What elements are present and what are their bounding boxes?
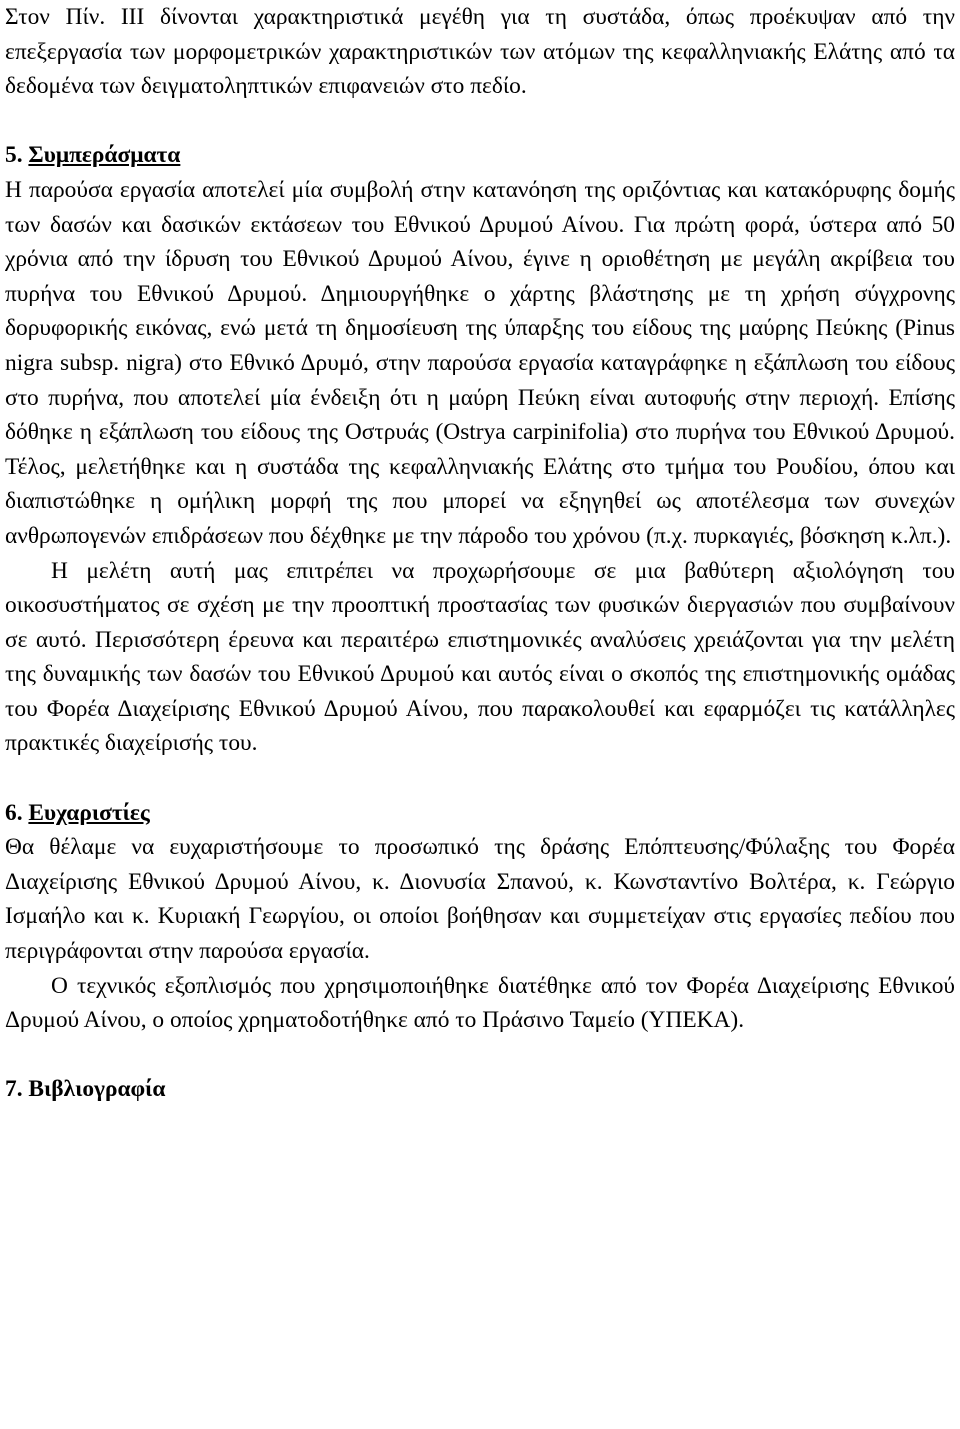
- section-6-paragraph-1: Θα θέλαμε να ευχαριστήσουμε το προσωπικό της δράσης Επόπτευσης/Φύλαξης του Φορέα Διαχείρισης Εθνικού Δρυμού Αίνου, κ. Διονυσία Σπανού, κ. Κωνσταντίνο Βολτέρα, κ. Γεώργιο Ισμαήλο και κ. Κυριακή Γεωργίου, οι οποίοι βοήθησαν και συμμετείχαν στις εργασίες πεδίου που περιγράφονται στην παρούσα εργασία.: [5, 834, 955, 965]
- section-5-number: 5.: [5, 142, 23, 169]
- section-5-paragraph-1: Η παρούσα εργασία αποτελεί μία συμβολή στην κατανόηση της οριζόντιας και κατακόρυφης δομής των δασών και δασικών εκτάσεων του Εθνικού Δρυμού Αίνου. Για πρώτη φορά, ύστερα από 50 χρόνια από την ίδρυση του Εθνικού Δρυμού Αίνου, έγινε η οριοθέτηση με μεγάλη ακρίβεια του πυρήνα του Εθνικού Δρυμού. Δημιουργήθηκε ο χάρτης βλάστησης με τη χρήση σύγχρονης δορυφορικής εικόνας, ενώ μετά τη δημοσίευση της ύπαρξης του είδους της μαύρης Πεύκης (Pinus nigra subsp. nigra) στο Εθνικό Δρυμό, στην παρούσα εργασία καταγράφηκε η εξάπλωση του είδους στο πυρήνα, που αποτελεί μία ένδειξη ότι η μαύρη Πεύκη είναι αυτοφυής στην περιοχή. Επίσης δόθηκε η εξάπλωση του είδους της Οστρυάς (Ostrya carpinifolia) στο πυρήνα του Εθνικού Δρυμού. Τέλος, μελετήθηκε και η συστάδα της κεφαλληνιακής Ελάτης στο τμήμα του Ρουδίου, όπου και διαπιστώθηκε η ομήλικη μορφή της που μπορεί να εξηγηθεί ως αποτέλεσμα των συνεχών ανθρωπογενών επιδράσεων που δέχθηκε με την πάροδο του χρόνου (π.χ. πυρκαγιές, βόσκηση κ.λπ.).: [5, 176, 955, 549]
- section-6-paragraph-2: Ο τεχνικός εξοπλισμός που χρησιμοποιήθηκε διατέθηκε από τον Φορέα Διαχείρισης Εθνικού Δρυμού Αίνου, ο οποίος χρηματοδοτήθηκε από το Πράσινο Ταμείο (ΥΠΕΚΑ).: [5, 972, 955, 1034]
- document-page: [5, 0, 955, 1107]
- spacer: [5, 104, 955, 139]
- section-7-heading: [5, 1072, 955, 1107]
- section-5-paragraph-2: Η μελέτη αυτή μας επιτρέπει να προχωρήσουμε σε μια βαθύτερη αξιολόγηση του οικοσυστήματος σε σχέση με την προοπτική προστασίας των φυσικών διεργασιών που συμβαίνουν σε αυτό. Περισσότερη έρευνα και περαιτέρω επιστημονικές αναλύσεις χρειάζονται για την μελέτη της δυναμικής των δασών του Εθνικού Δρυμού και αυτός είναι ο σκοπός της επιστημονικής ομάδας του Φορέα Διαχείρισης Εθνικού Δρυμού Αίνου, που παρακολουθεί και εφαρμόζει τις κατάλληλες πρακτικές διαχείρισής του.: [5, 557, 955, 757]
- section-6-number: 6.: [5, 799, 23, 826]
- section-6-title: Ευχαριστίες: [28, 799, 150, 826]
- intro-paragraph: Στον Πίν. ΙΙΙ δίνονται χαρακτηριστικά μεγέθη για τη συστάδα, όπως προέκυψαν από την επεξεργασία των μορφομετρικών χαρακτηριστικών των ατόμων της κεφαλληνιακής Ελάτης από τα δεδομένα των δειγματοληπτικών επιφανειών στο πεδίο.: [5, 4, 955, 100]
- section-5-heading: [5, 138, 955, 173]
- section-7-title: Βιβλιογραφία: [28, 1076, 166, 1103]
- section-7-number: 7.: [5, 1076, 23, 1103]
- section-5-title: Συμπεράσματα: [28, 142, 181, 169]
- spacer: [5, 1038, 955, 1073]
- spacer: [5, 761, 955, 796]
- section-6-heading: [5, 796, 955, 831]
